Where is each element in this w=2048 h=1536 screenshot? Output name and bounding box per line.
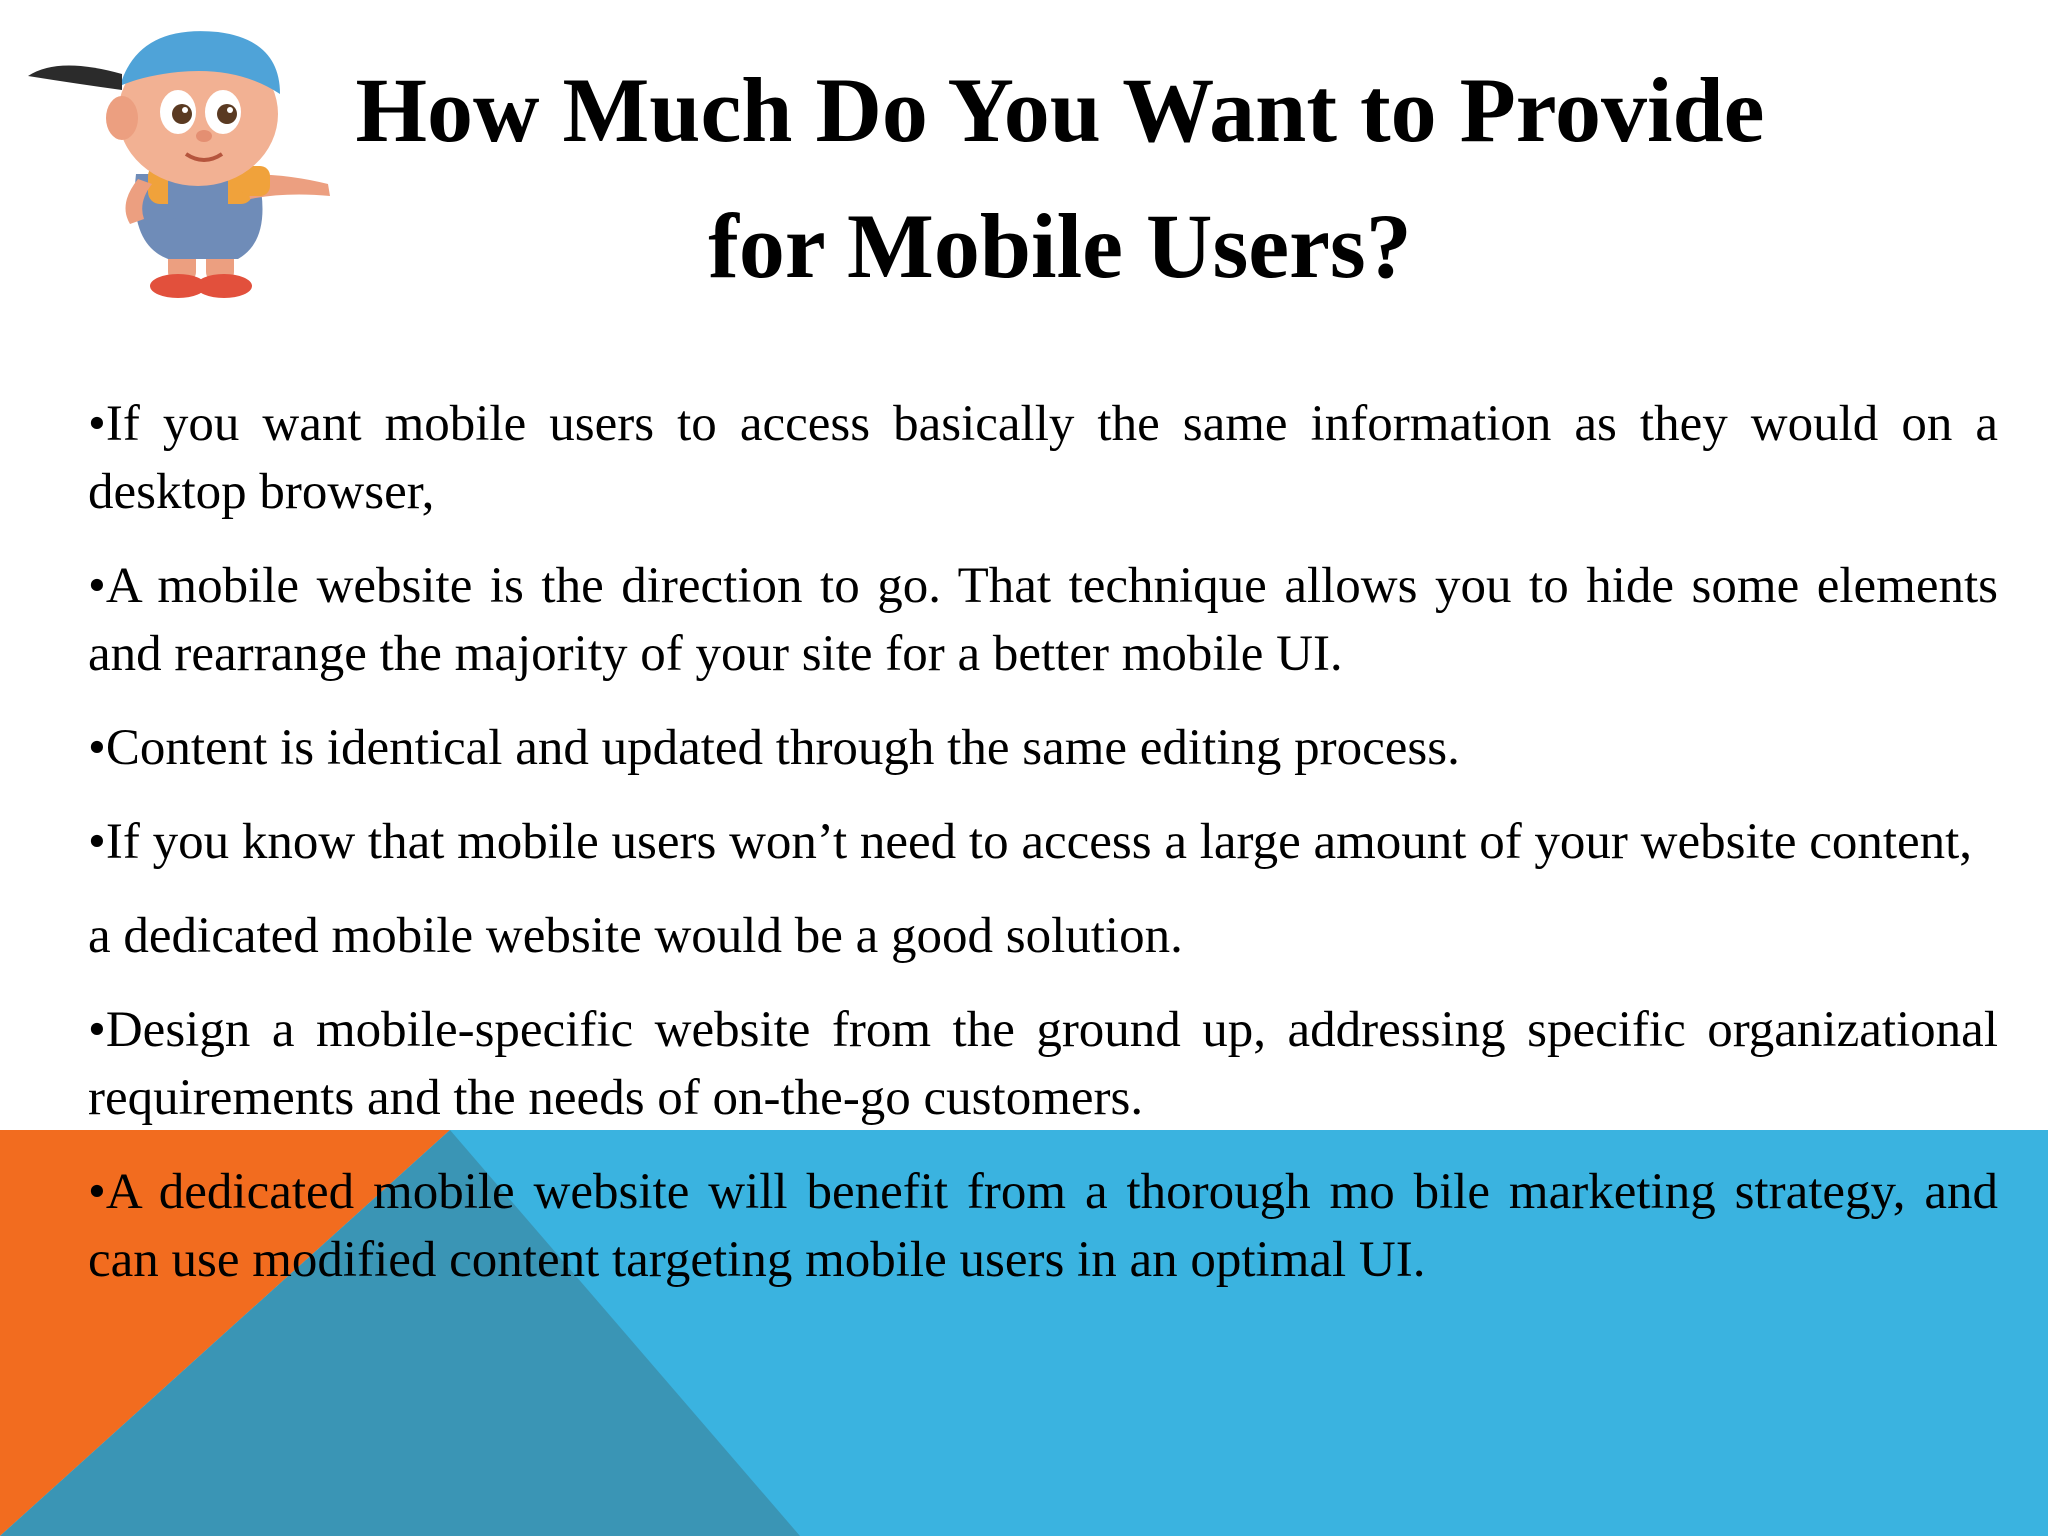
- bullet-paragraph: a dedicated mobile website would be a good solution.: [88, 908, 1183, 964]
- bullet-paragraph: •If you know that mobile users won’t need to access a large amount of your website content,: [88, 814, 1973, 870]
- bullet-paragraph: •Content is identical and updated through the same editing process.: [88, 720, 1460, 776]
- bullet-paragraph: •A mobile website is the direction to go. That technique allows you to hide some elements and rearrange the majority of your site for a better mobile UI.: [88, 558, 1998, 682]
- bullet-paragraph: •Design a mobile-specific website from the ground up, addressing specific organizational requirements and the needs of on-the-go customers.: [88, 1002, 1998, 1126]
- bullet-list: [88, 390, 1998, 1320]
- bullet-paragraph: •If you want mobile users to access basically the same information as they would on a desktop browser,: [88, 396, 1998, 520]
- title-line-2: for Mobile Users?: [708, 195, 1412, 297]
- title-line-1: How Much Do You Want to Provide: [355, 59, 1765, 161]
- bullet-paragraph: •A dedicated mobile website will benefit from a thorough mo bile marketing strategy, and can use modified content targeting mobile users in an optimal UI.: [88, 1164, 1998, 1288]
- slide-title: [300, 42, 1820, 314]
- cartoon-boy-mascot-icon: [18, 14, 348, 304]
